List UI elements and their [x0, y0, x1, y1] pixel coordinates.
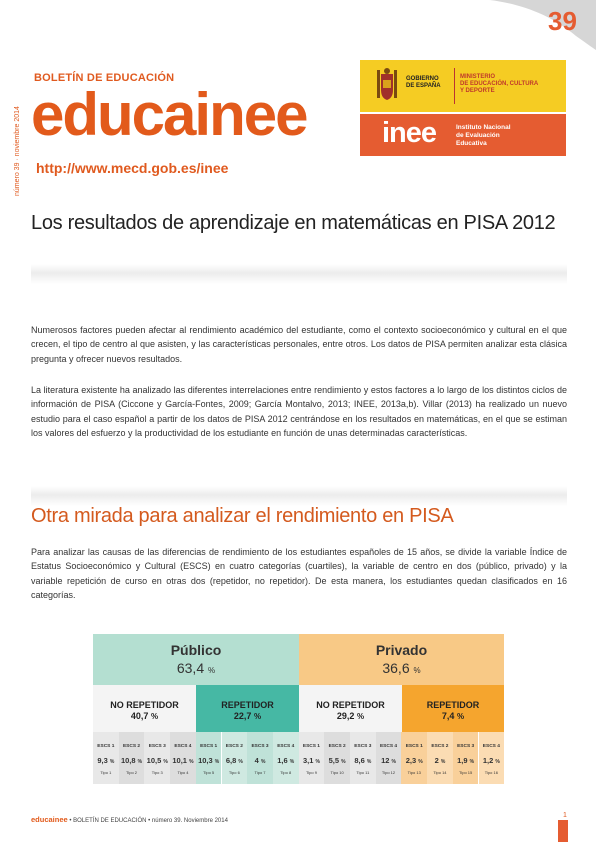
footer-accent-bar [558, 820, 568, 842]
privado-header: Privado 36,6 % [299, 634, 504, 685]
paragraph-2: La literatura existente ha analizado las diferentes interrelaciones entre rendimiento y estos factores a lo largo de los distintos ciclos de información de PISA (Ciccone y García-Fontes, 2009; García Montalvo, 2013; INEE, 2013a,b). Villar (2013) ha realizado un nuevo estudio para el caso español a partir de los datos de PISA 2012 centrándose en los resultados en matemáticas, en el que se estiman los valores del esfuerzo y la productividad de los estudiante en función de unas determinadas características. [31, 385, 567, 438]
inee-description: Instituto Nacional de Evaluación Educativa [456, 124, 511, 148]
type-cell: ESCS 3 10,5 % Tipo 3 [144, 732, 170, 784]
website-link[interactable]: http://www.mecd.gob.es/inee [36, 160, 229, 176]
gov-name: GOBIERNO DE ESPAÑA [406, 76, 441, 89]
educainee-logo: educainee [31, 81, 307, 148]
type-cell: ESCS 1 9,3 % Tipo 1 [93, 732, 119, 784]
footer [31, 815, 228, 824]
type-cell: ESCS 3 8,6 % Tipo 11 [350, 732, 376, 784]
page-number: 39 [548, 6, 577, 36]
classification-table [93, 634, 504, 784]
type-cell: ESCS 2 5,5 % Tipo 10 [324, 732, 350, 784]
inee-logo [360, 114, 566, 156]
group-repetidor-publico: REPETIDOR 22,7 % [196, 685, 299, 732]
government-logo [360, 60, 566, 112]
group-no-repetidor-privado: NO REPETIDOR 29,2 % [299, 685, 402, 732]
type-cell: ESCS 1 10,3 % Tipo 5 [196, 732, 222, 784]
paragraph-3: Para analizar las causas de las diferencias de rendimiento de los estudiantes españoles de 15 años, se divide la variable Índice de Estatus Socioeconómico y Cultural (ESCS) en cuatro categorías (cuartiles), la variable de centro en dos (público, privado) y la variable repetición de curso en otras dos (repetidor, no repetidor). De esta manera, los estudiantes quedan clasificados en 16 categorías. [31, 547, 567, 600]
type-cell: ESCS 3 1,9 % Tipo 15 [453, 732, 479, 784]
issue-side-label: número 39 · noviembre 2014 [14, 106, 21, 196]
type-cell: ESCS 4 12 % Tipo 12 [376, 732, 402, 784]
boletin-label: BOLETÍN DE EDUCACIÓN [34, 72, 175, 84]
ministry-name: MINISTERIO DE EDUCACIÓN, CULTURA Y DEPORTE [460, 74, 539, 95]
divider [454, 68, 455, 104]
group-repetidor-privado: REPETIDOR 7,4 % [402, 685, 504, 732]
type-cell: ESCS 3 4 % Tipo 7 [247, 732, 273, 784]
article-title: Los resultados de aprendizaje en matemáticas en PISA 2012 [31, 212, 556, 234]
page-curl [480, 0, 596, 50]
type-cell: ESCS 4 1,2 % Tipo 16 [479, 732, 505, 784]
type-cell: ESCS 4 10,1 % Tipo 4 [170, 732, 196, 784]
paragraph-1: Numerosos factores pueden afectar al rendimiento académico del estudiante, como el contexto socioeconómico y cultural en el que crecen, el tipo de centro al que asisten, y las características personales, entre otros. Los datos de PISA permiten analizar esta clásica pregunta y ofrecer nuevos resultados. [31, 325, 567, 364]
inee-word: inee [382, 117, 437, 149]
type-cell: ESCS 4 1,6 % Tipo 8 [273, 732, 299, 784]
type-cell: ESCS 1 3,1 % Tipo 9 [299, 732, 325, 784]
separator-bar [31, 264, 567, 284]
group-no-repetidor-publico: NO REPETIDOR 40,7 % [93, 685, 196, 732]
coat-of-arms-icon [374, 66, 400, 104]
type-cell: ESCS 2 10,8 % Tipo 2 [119, 732, 145, 784]
type-cell: ESCS 1 2,3 % Tipo 13 [401, 732, 427, 784]
type-cell: ESCS 2 2 % Tipo 14 [427, 732, 453, 784]
type-cell: ESCS 2 6,8 % Tipo 6 [222, 732, 248, 784]
footer-text: • BOLETÍN DE EDUCACIÓN • número 39. Noviembre 2014 [67, 818, 228, 824]
footer-page-number: 1 [563, 812, 567, 819]
footer-brand: educainee [31, 815, 68, 824]
separator-bar [31, 486, 567, 506]
section-title: Otra mirada para analizar el rendimiento en PISA [31, 505, 454, 527]
publico-header: Público 63,4 % [93, 634, 299, 685]
